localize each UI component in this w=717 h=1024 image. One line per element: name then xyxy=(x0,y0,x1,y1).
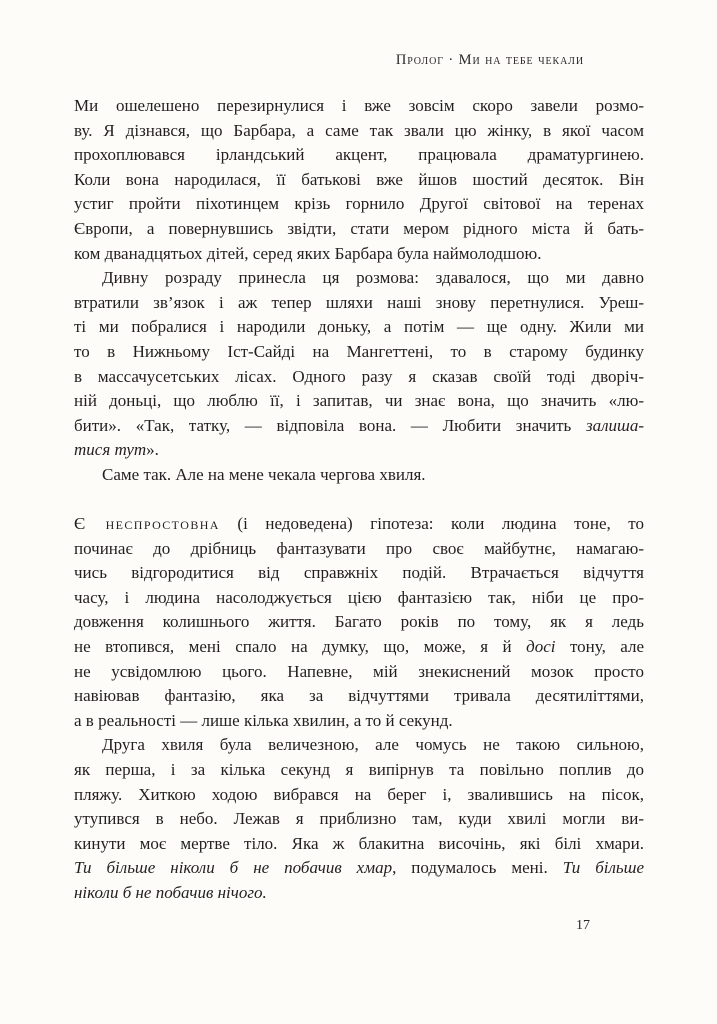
paragraph xyxy=(74,266,644,463)
text-segment: в массачусетських лісах. Одного разу я сказав своїй тоді дворіч- xyxy=(74,366,644,386)
text-segment: ті ми побралися і народили доньку, а потім — ще одну. Жили ми xyxy=(74,317,644,337)
text-line xyxy=(74,266,644,291)
text-segment: навіював фантазію, яка за відчуттями тривала десятиліттями, xyxy=(74,686,644,706)
italic-text: тися тут xyxy=(74,440,147,460)
text-line xyxy=(74,463,644,488)
text-line xyxy=(74,192,644,217)
text-line xyxy=(74,832,644,857)
text-segment: довження колишнього життя. Багато років по тому, як я ледь xyxy=(74,612,644,632)
text-segment: бити». «Так, татку, — відповіла вона. — Любити значить xyxy=(74,415,586,435)
text-line xyxy=(74,315,644,340)
paragraph xyxy=(74,463,644,488)
text-segment: тону, але xyxy=(555,637,644,657)
text-line xyxy=(74,856,644,881)
text-line xyxy=(74,389,644,414)
text-line xyxy=(74,242,644,267)
italic-text: ніколи б не побачив нічого. xyxy=(74,883,267,902)
text-segment: Коли вона народилася, її батькові вже йшов шостий десяток. Він xyxy=(74,169,644,189)
text-line xyxy=(74,94,644,119)
paragraph xyxy=(74,512,644,733)
paragraph xyxy=(74,94,644,266)
text-line xyxy=(74,635,644,660)
text-segment: як перша, і за кілька секунд я випірнув та повільно поплив до xyxy=(74,760,644,780)
text-segment: Дивну розраду принесла ця розмова: здавалося, що ми давно xyxy=(102,268,644,288)
text-line xyxy=(74,217,644,242)
text-line xyxy=(74,414,644,439)
text-line xyxy=(74,758,644,783)
text-segment: ву. Я дізнався, що Барбара, а саме так звали цю жінку, в якої часом xyxy=(74,120,644,140)
text-segment: Ми ошелешено перезирнулися і вже зовсім скоро завели розмо- xyxy=(74,96,644,115)
text-line xyxy=(74,291,644,316)
text-line xyxy=(74,561,644,586)
text-line xyxy=(74,684,644,709)
text-segment: пляжу. Хиткою ходою вибрався на берег і, звалившись на пісок, xyxy=(74,784,644,804)
text-segment: ком дванадцятьох дітей, серед яких Барбара була наймолодшою. xyxy=(74,243,542,263)
text-line xyxy=(74,807,644,832)
text-line xyxy=(74,783,644,808)
text-segment: не усвідомлюю цього. Напевне, мій знекиснений мозок просто xyxy=(74,661,644,681)
text-line xyxy=(74,168,644,193)
text-segment: починає до дрібниць фантазувати про своє майбутнє, намагаю- xyxy=(74,538,644,558)
text-line xyxy=(74,709,644,734)
text-line xyxy=(74,512,644,537)
text-segment: (і недоведена) гіпотеза: коли людина тоне, то xyxy=(219,514,644,534)
paragraph xyxy=(74,733,644,905)
text-line xyxy=(74,610,644,635)
text-segment: то в Нижньому Іст-Сайді на Мангеттені, то в старому будинку xyxy=(74,341,644,361)
text-line xyxy=(74,537,644,562)
text-segment: ». xyxy=(146,440,159,460)
text-line xyxy=(74,881,644,906)
italic-text: Ти більше xyxy=(562,858,644,878)
text-segment: утупився в небо. Лежав я приблизно там, куди хвилі могли ви- xyxy=(74,809,644,829)
text-segment: Друга хвиля була величезною, але чомусь не такою сильною, xyxy=(102,735,644,755)
text-segment: не втопився, мені спало на думку, що, може, я й xyxy=(74,637,527,657)
text-segment: чись відгородитися від справжніх подій. Втрачається відчуття xyxy=(74,563,644,583)
text-segment: прохоплювався ірландський акцент, працювала драматургинею. xyxy=(74,145,644,165)
body-text xyxy=(74,94,644,906)
small-caps-text: Є неспростовна xyxy=(74,514,220,534)
text-segment: , подумалось мені. xyxy=(392,858,563,878)
page-number: 17 xyxy=(576,918,590,933)
text-segment: втратили зв’язок і аж тепер шляхи наші знову перетнулися. Уреш- xyxy=(74,292,644,312)
text-segment: часу, і людина насолоджується цією фантазією так, ніби це про- xyxy=(74,587,644,607)
text-segment: Саме так. Але на мене чекала чергова хвиля. xyxy=(102,464,426,484)
text-line xyxy=(74,733,644,758)
text-line xyxy=(74,438,644,463)
text-segment: ній доньці, що люблю її, і запитав, чи знає вона, що значить «лю- xyxy=(74,391,644,411)
text-segment: а в реальності — лише кілька хвилин, а то й секунд. xyxy=(74,710,453,730)
text-line xyxy=(74,365,644,390)
text-line xyxy=(74,143,644,168)
text-line xyxy=(74,340,644,365)
text-segment: Європи, а повернувшись звідти, стати мером рідного міста й бать- xyxy=(74,218,644,238)
italic-text: Ти більше ніколи б не побачив хмар xyxy=(74,858,393,878)
text-line xyxy=(74,660,644,685)
text-segment: кинути моє мертве тіло. Яка ж блакитна височінь, які білі хмари. xyxy=(74,833,644,853)
italic-text: досі xyxy=(526,637,556,657)
italic-text: залиша- xyxy=(585,415,644,435)
running-head: Пролог · Ми на тебе чекали xyxy=(395,52,584,68)
text-line xyxy=(74,119,644,144)
text-segment: устиг пройти піхотинцем крізь горнило Другої світової на теренах xyxy=(74,194,644,214)
text-line xyxy=(74,586,644,611)
